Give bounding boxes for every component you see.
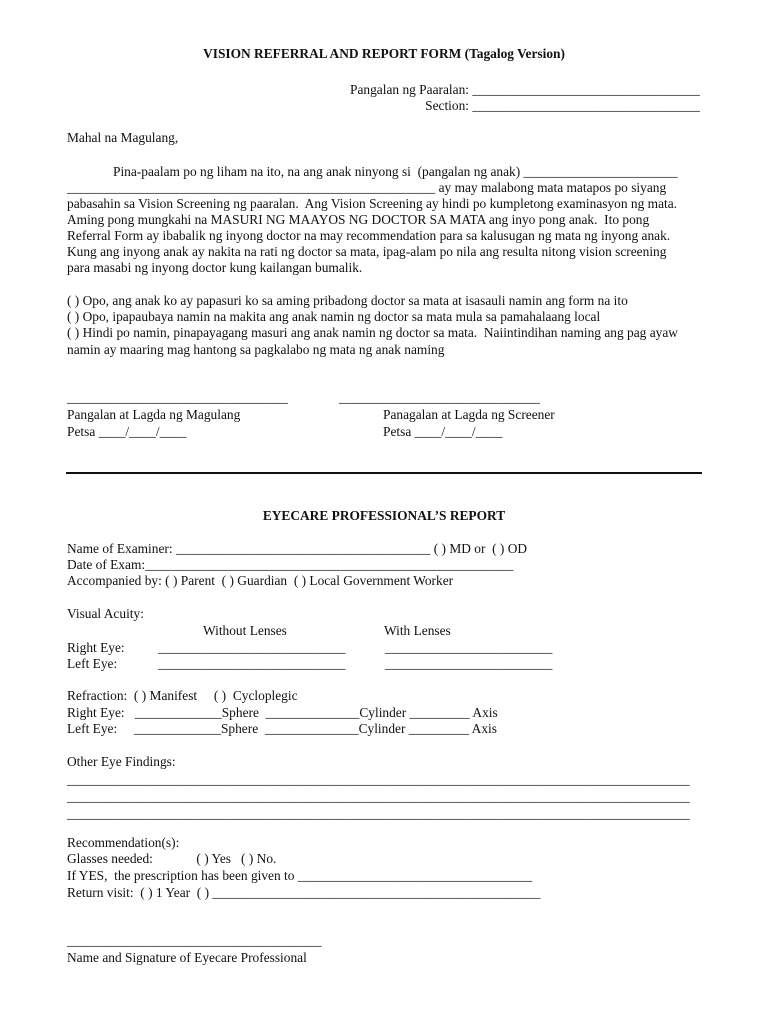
- prescription-field[interactable]: If YES, the prescription has been given to ___________________________________: [67, 868, 533, 883]
- letter-line-7: para masabi ng inyong doctor kung kailangan bumalik.: [67, 260, 363, 275]
- refraction-left-eye[interactable]: Left Eye: _____________Sphere ______________Cylinder _________ Axis: [67, 721, 497, 736]
- va-left-without-field[interactable]: ____________________________: [158, 656, 346, 671]
- letter-line-6: Kung ang inyong anak ay nakita na rati ng doctor sa mata, ipag-alam po nila ang resulta nitong vision screening: [67, 244, 667, 259]
- other-findings-line-3[interactable]: _____________________________________________________________________________________________: [67, 806, 690, 821]
- recommendations-label: Recommendation(s):: [67, 835, 180, 850]
- va-left-eye-label: Left Eye:: [67, 656, 118, 671]
- letter-line-1: Pina-paalam po ng liham na ito, na ang anak ninyong si (pangalan ng anak) _______________________: [113, 164, 678, 179]
- accompanied-by-options[interactable]: Accompanied by: ( ) Parent ( ) Guardian ( ) Local Government Worker: [67, 573, 454, 588]
- other-findings-line-1[interactable]: _____________________________________________________________________________________________: [67, 772, 690, 787]
- other-findings-line-2[interactable]: _____________________________________________________________________________________________: [67, 789, 690, 804]
- greeting: Mahal na Magulang,: [67, 130, 179, 145]
- va-right-without-field[interactable]: ____________________________: [158, 640, 346, 655]
- exam-date-field[interactable]: Date of Exam:_______________________________________________________: [67, 557, 514, 572]
- letter-line-2: _______________________________________________________ ay may malabong mata matapos po siyang: [67, 180, 667, 195]
- parent-signature-label: Pangalan at Lagda ng Magulang: [67, 407, 241, 422]
- professional-signature-label: Name and Signature of Eyecare Professional: [67, 950, 307, 965]
- refraction-right-eye[interactable]: Right Eye: _____________Sphere ______________Cylinder _________ Axis: [67, 705, 498, 720]
- va-right-with-field[interactable]: _________________________: [385, 640, 553, 655]
- section-divider: [66, 472, 702, 474]
- option-decline[interactable]: ( ) Hindi po namin, pinapayagang masuri ang anak namin ng doctor sa mata. Naiintindihan naming ang pag ayaw: [67, 325, 678, 340]
- va-right-eye-label: Right Eye:: [67, 640, 125, 655]
- section-field[interactable]: Section: __________________________________: [425, 98, 700, 113]
- screener-signature-line[interactable]: ______________________________: [339, 390, 540, 405]
- letter-line-4: Aming pong mungkahi na MASURI NG MAAYOS NG DOCTOR SA MATA ang inyo pong anak. Ito pong: [67, 212, 650, 227]
- option-decline-continued: namin ay maaring mag hantong sa pagkalabo ng mata ng anak naming: [67, 342, 445, 357]
- other-findings-label: Other Eye Findings:: [67, 754, 176, 769]
- with-lenses-header: With Lenses: [384, 623, 451, 638]
- form-title: VISION REFERRAL AND REPORT FORM (Tagalog Version): [203, 46, 565, 61]
- professional-signature-line[interactable]: ______________________________________: [67, 933, 322, 948]
- examiner-field[interactable]: Name of Examiner: ______________________________________ ( ) MD or ( ) OD: [67, 541, 528, 556]
- refraction-options[interactable]: Refraction: ( ) Manifest ( ) Cycloplegic: [67, 688, 298, 703]
- screener-date-field[interactable]: Petsa ____/____/____: [383, 424, 503, 439]
- va-left-with-field[interactable]: _________________________: [385, 656, 553, 671]
- without-lenses-header: Without Lenses: [203, 623, 287, 638]
- school-name-field[interactable]: Pangalan ng Paaralan: __________________________________: [350, 82, 700, 97]
- glasses-needed-options[interactable]: Glasses needed: ( ) Yes ( ) No.: [67, 851, 277, 866]
- option-private-doctor[interactable]: ( ) Opo, ang anak ko ay papasuri ko sa aming pribadong doctor sa mata at isasauli namin ang form na ito: [67, 293, 628, 308]
- return-visit-options[interactable]: Return visit: ( ) 1 Year ( ) _________________________________________________: [67, 885, 541, 900]
- option-local-doctor[interactable]: ( ) Opo, ipapaubaya namin na makita ang anak namin ng doctor sa mata mula sa pamahalaang local: [67, 309, 601, 324]
- parent-signature-line[interactable]: _________________________________: [67, 390, 288, 405]
- letter-line-5: Referral Form ay ibabalik ng inyong doctor na may recommendation para sa kalusugan ng mata ng inyong anak.: [67, 228, 671, 243]
- screener-signature-label: Panagalan at Lagda ng Screener: [383, 407, 555, 422]
- visual-acuity-label: Visual Acuity:: [67, 606, 144, 621]
- letter-line-3: pabasahin sa Vision Screening ng paaralan. Ang Vision Screening ay hindi po kumpletong examinasyon ng mata.: [67, 196, 678, 211]
- parent-date-field[interactable]: Petsa ____/____/____: [67, 424, 187, 439]
- report-title: EYECARE PROFESSIONAL’S REPORT: [262, 508, 506, 523]
